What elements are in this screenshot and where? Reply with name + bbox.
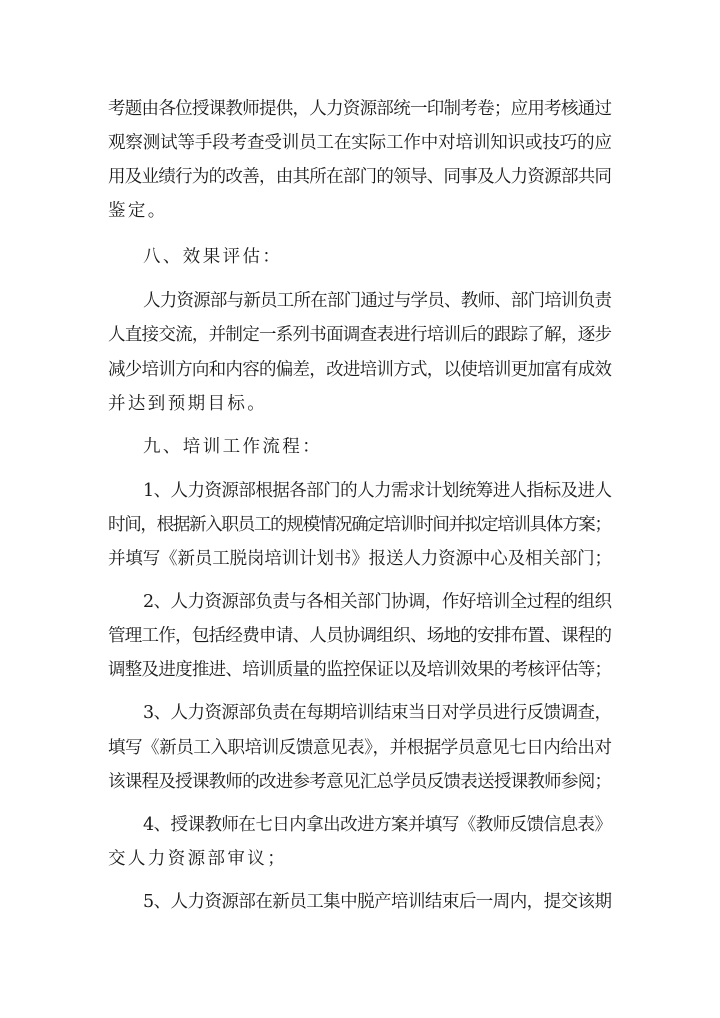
line-text: 3、人力资源部负责在每期培训结束当日对学员进行反馈调查， bbox=[143, 703, 612, 723]
body-line bbox=[0, 320, 720, 350]
body-line bbox=[0, 162, 720, 192]
list-item-line bbox=[0, 698, 720, 728]
body-line bbox=[0, 389, 720, 419]
line-text: 九、培训工作流程： bbox=[143, 437, 323, 457]
line-text: 交人力资源部审议； bbox=[108, 849, 288, 869]
list-item-line bbox=[0, 587, 720, 617]
line-text: 调整及进度推进、培训质量的监控保证以及培训效果的考核评估等； bbox=[108, 660, 612, 680]
list-item-line bbox=[0, 844, 720, 874]
line-text: 观察测试等手段考查受训员工在实际工作中对培训知识或技巧的应 bbox=[108, 133, 612, 153]
body-line bbox=[0, 286, 720, 316]
list-item-line bbox=[0, 510, 720, 540]
line-text: 填写《新员工入职培训反馈意见表》，并根据学员意见七日内给出对 bbox=[108, 738, 612, 758]
list-item-line bbox=[0, 476, 720, 506]
list-item-line bbox=[0, 621, 720, 651]
line-text: 2、人力资源部负责与各相关部门协调，作好培训全过程的组织 bbox=[143, 592, 612, 612]
body-line bbox=[0, 128, 720, 158]
body-line bbox=[0, 355, 720, 385]
line-text: 并填写《新员工脱岗培训计划书》报送人力资源中心及相关部门； bbox=[108, 549, 612, 569]
list-item-line bbox=[0, 810, 720, 840]
section-heading bbox=[0, 242, 720, 272]
list-item-line bbox=[0, 544, 720, 574]
section-heading bbox=[0, 432, 720, 462]
line-text: 该课程及授课教师的改进参考意见汇总学员反馈表送授课教师参阅； bbox=[108, 772, 612, 792]
line-text: 5、人力资源部在新员工集中脱产培训结束后一周内，提交该期 bbox=[143, 892, 612, 912]
list-item-line bbox=[0, 767, 720, 797]
line-text: 时间，根据新入职员工的规模情况确定培训时间并拟定培训具体方案； bbox=[108, 515, 611, 535]
line-text: 管理工作，包括经费申请、人员协调组织、场地的安排布置、课程的 bbox=[108, 626, 612, 646]
line-text: 鉴定。 bbox=[108, 201, 168, 221]
line-text: 人力资源部与新员工所在部门通过与学员、教师、部门培训负责 bbox=[143, 291, 612, 311]
list-item-line bbox=[0, 655, 720, 685]
line-text: 并达到预期目标。 bbox=[108, 394, 268, 414]
body-line bbox=[0, 94, 720, 124]
line-text: 4、授课教师在七日内拿出改进方案并填写《教师反馈信息表》 bbox=[143, 815, 612, 835]
line-text: 八、效果评估： bbox=[143, 247, 283, 267]
line-text: 1、人力资源部根据各部门的人力需求计划统筹进人指标及进人 bbox=[143, 481, 612, 501]
body-line bbox=[0, 196, 720, 226]
line-text: 人直接交流，并制定一系列书面调查表进行培训后的跟踪了解，逐步 bbox=[108, 325, 612, 345]
line-text: 用及业绩行为的改善，由其所在部门的领导、同事及人力资源部共同 bbox=[108, 167, 612, 187]
list-item-line bbox=[0, 887, 720, 917]
list-item-line bbox=[0, 733, 720, 763]
line-text: 考题由各位授课教师提供，人力资源部统一印制考卷；应用考核通过 bbox=[108, 99, 612, 119]
line-text: 减少培训方向和内容的偏差，改进培训方式，以使培训更加富有成效 bbox=[108, 360, 612, 380]
